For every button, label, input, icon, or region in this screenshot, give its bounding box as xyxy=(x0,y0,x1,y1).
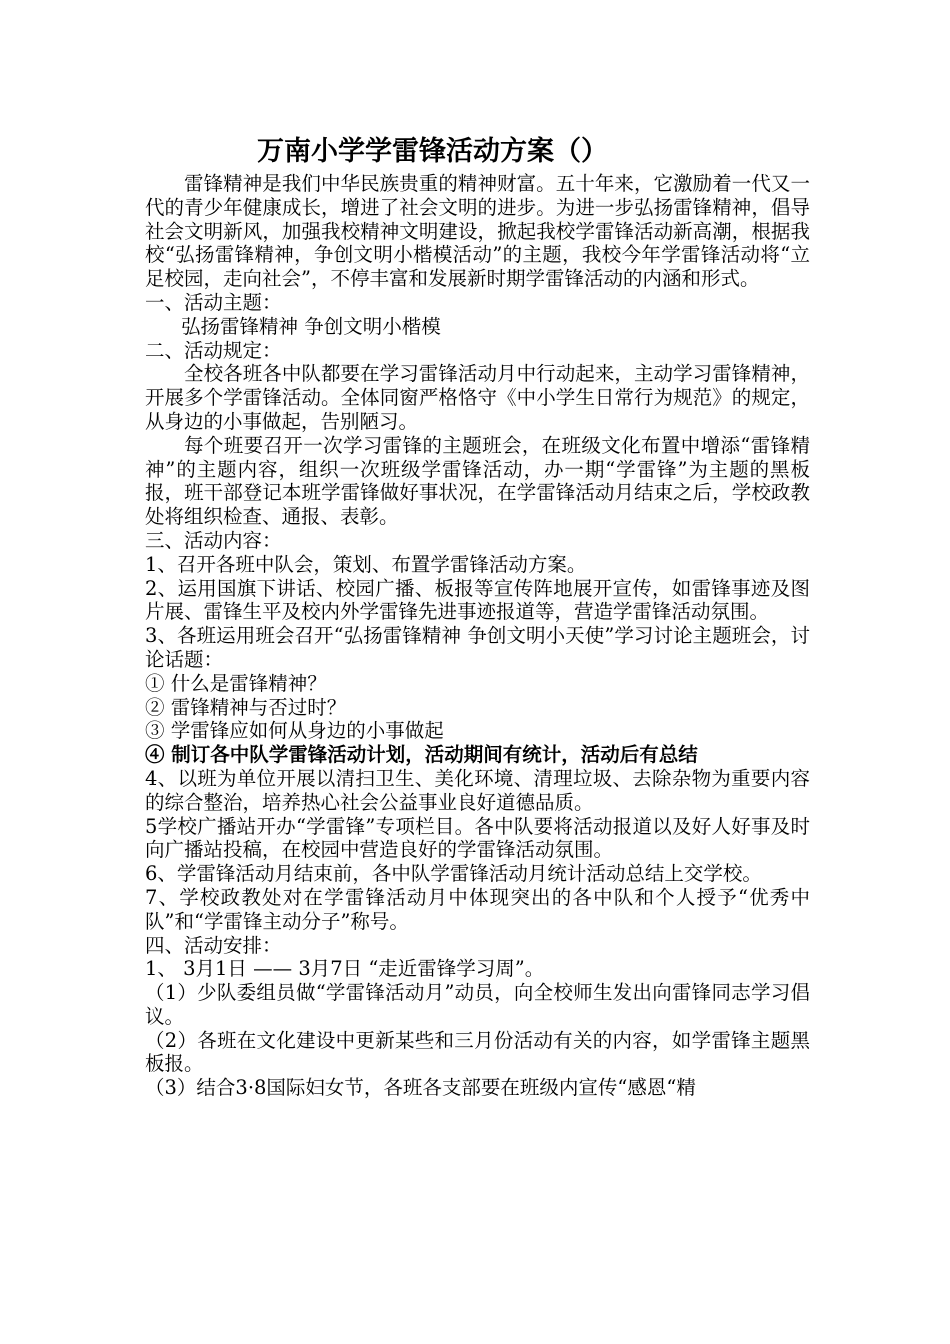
content-item-1: 1、召开各班中队会，策划、布置学雷锋活动方案。 xyxy=(145,552,587,576)
section-heading-content: 三、活动内容： xyxy=(145,528,282,552)
section-heading-theme: 一、活动主题： xyxy=(145,290,282,314)
requirements-paragraph-2: 每个班要召开一次学习雷锋的主题班会，在班级文化布置中增添“雷锋精神”的主题内容，组织一次班级学雷锋活动，办一期“学雷锋”为主题的黑板报，班干部登记本班学雷锋做好事状况，在学雷锋活动月结束之后，学校政教处将组织检查、通报、表彰。 xyxy=(145,433,810,529)
schedule-item-3: （3）结合3·8国际妇女节，各班各支部要在班级内宣传“感恩“精 xyxy=(145,1076,696,1100)
section-heading-requirements: 二、活动规定： xyxy=(145,338,282,362)
section-heading-schedule: 四、活动安排： xyxy=(145,933,282,957)
content-item-7: 7、学校政教处对在学雷锋活动月中体现突出的各中队和个人授予“优秀中队”和“学雷锋主动分子”称号。 xyxy=(145,885,810,933)
schedule-item-2: （2）各班在文化建设中更新某些和三月份活动有关的内容，如学雷锋主题黑板报。 xyxy=(145,1028,810,1076)
discussion-topic-1: ① 什么是雷锋精神？ xyxy=(145,671,327,695)
schedule-item-1: （1）少队委组员做“学雷锋活动月”动员，向全校师生发出向雷锋同志学习倡议。 xyxy=(145,981,810,1028)
content-item-3: 3、各班运用班会召开“弘扬雷锋精神 争创文明小天使”学习讨论主题班会，讨论话题： xyxy=(145,624,810,671)
discussion-topic-4: ④ 制订各中队学雷锋活动计划，活动期间有统计，活动后有总结 xyxy=(145,743,698,767)
document-title: 万南小学学雷锋活动方案（） xyxy=(257,136,608,167)
content-item-5: 5学校广播站开办“学雷锋”专项栏目。各中队要将活动报道以及好人好事及时向广播站投稿，在校园中营造良好的学雷锋活动氛围。 xyxy=(145,814,810,862)
schedule-week-1: 1、 3月1日 —— 3月7日 “走近雷锋学习周”。 xyxy=(145,957,545,981)
document-body xyxy=(145,132,810,1100)
content-item-2: 2、运用国旗下讲话、校园广播、板报等宣传阵地展开宣传，如雷锋事迹及图片展、雷锋生平及校内外学雷锋先进事迹报道等，营造学雷锋活动氛围。 xyxy=(145,576,810,624)
discussion-topic-2: ② 雷锋精神与否过时？ xyxy=(145,695,347,719)
requirements-paragraph-1: 全校各班各中队都要在学习雷锋活动月中行动起来，主动学习雷锋精神，开展多个学雷锋活动。全体同窗严格恪守《中小学生日常行为规范》的规定，从身边的小事做起，告别陋习。 xyxy=(145,362,810,433)
activity-theme-text: 弘扬雷锋精神 争创文明小楷模 xyxy=(181,314,441,338)
content-item-6: 6、学雷锋活动月结束前，各中队学雷锋活动月统计活动总结上交学校。 xyxy=(145,862,762,886)
content-item-4: 4、以班为单位开展以清扫卫生、美化环境、清理垃圾、去除杂物为重要内容的综合整治，培养热心社会公益事业良好道德品质。 xyxy=(145,766,810,814)
discussion-topic-3: ③ 学雷锋应如何从身边的小事做起 xyxy=(145,719,444,743)
intro-paragraph: 雷锋精神是我们中华民族贵重的精神财富。五十年来，它激励着一代又一代的青少年健康成长，增进了社会文明的进步。为进一步弘扬雷锋精神，倡导社会文明新风，加强我校精神文明建设，掀起我校学雷锋活动新高潮，根据我校“弘扬雷锋精神，争创文明小楷模活动”的主题，我校今年学雷锋活动将“立足校园，走向社会”，不停丰富和发展新时期学雷锋活动的内涵和形式。 xyxy=(145,172,810,291)
